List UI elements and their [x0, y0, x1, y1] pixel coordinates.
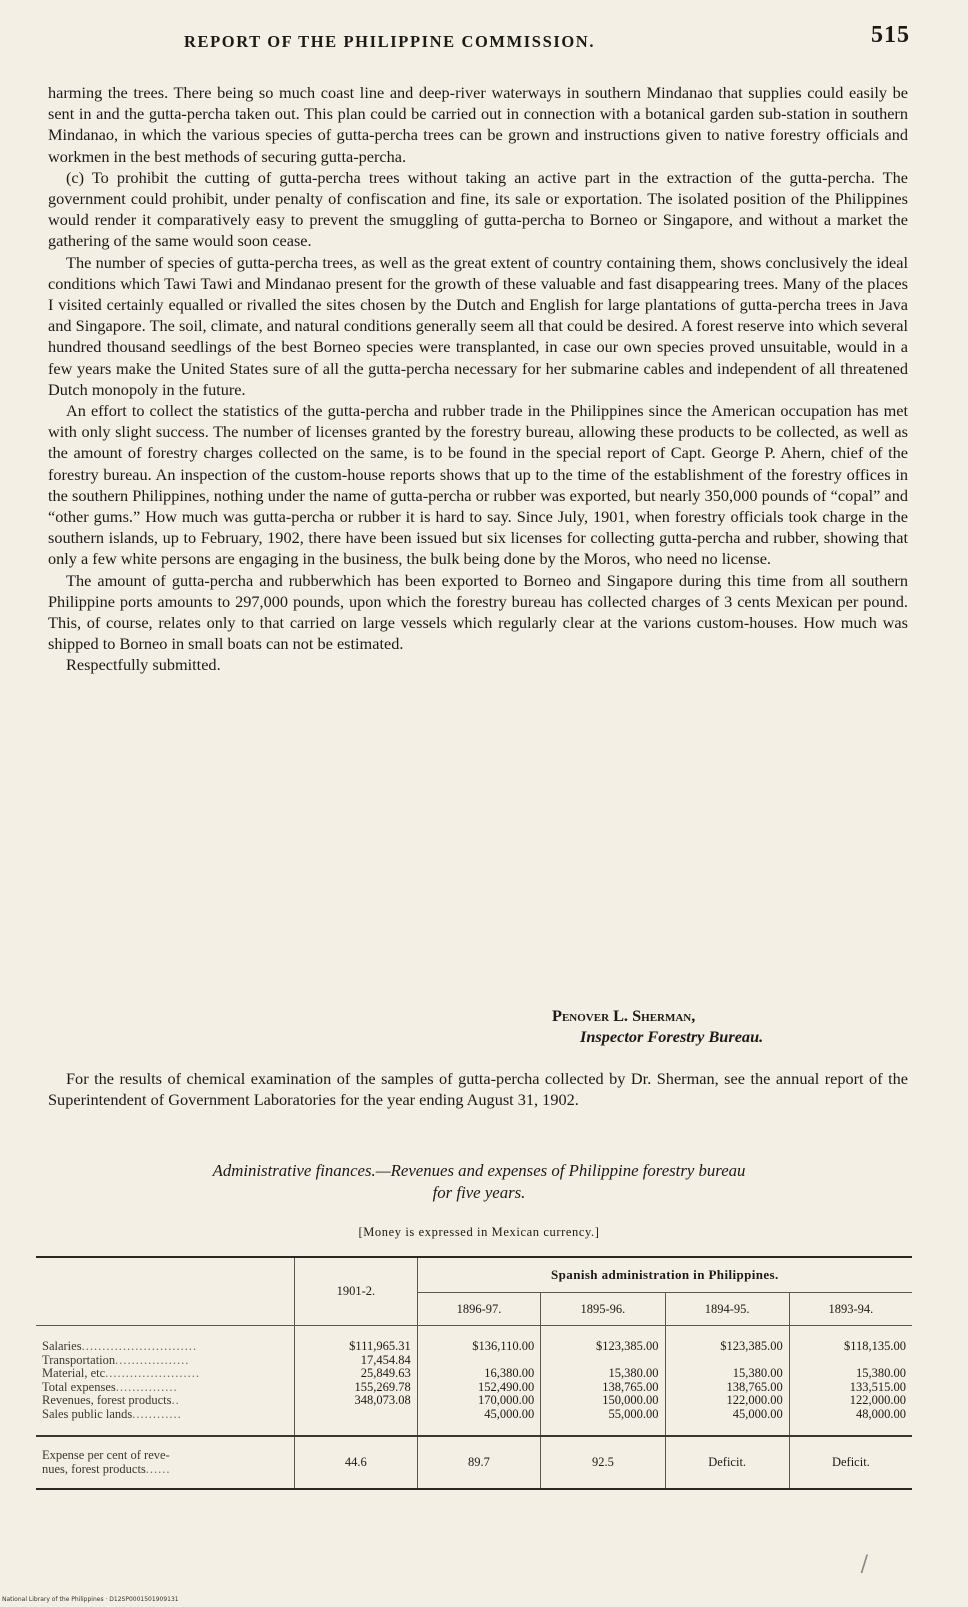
running-header [48, 22, 910, 56]
cell-value: $118,135.00 [843, 1339, 906, 1353]
running-title: REPORT OF THE PHILIPPINE COMMISSION. [184, 32, 596, 51]
spanish-admin-header: Spanish administration in Philippines. [417, 1257, 912, 1293]
cell-value: 55,000.00 [608, 1406, 659, 1421]
scan-footer: National Library of the Philippines · D12SP0001501909131 [2, 1596, 179, 1603]
pct-value: 92.5 [541, 1436, 665, 1489]
currency-note: [Money is expressed in Mexican currency.] [358, 1225, 600, 1239]
pct-value: 89.7 [417, 1436, 541, 1489]
row-labels [36, 1326, 295, 1437]
cell-value: $136,110.00 [472, 1339, 535, 1353]
signatory-title: Inspector Forestry Bureau. [580, 1027, 764, 1046]
col-header-1895: 1895-96. [541, 1293, 665, 1326]
pencil-mark-icon: / [860, 1552, 868, 1577]
pct-value: 44.6 [295, 1436, 418, 1489]
stub-header [36, 1257, 295, 1326]
row-label: Material, etc....................... [42, 1366, 201, 1380]
cell-value: 16,380.00 [484, 1366, 535, 1380]
col-1894-values [665, 1326, 789, 1437]
row-label: Sales public lands............ [42, 1406, 182, 1421]
pct-label-line: Expense per cent of reve- [42, 1448, 170, 1462]
cell-value: 138,765.00 [726, 1379, 783, 1394]
cell-value: $123,385.00 [720, 1339, 783, 1353]
paragraph: (c) To prohibit the cutting of gutta-percha trees without taking an active part in the extraction of the gutta-percha. The government could prohibit, under penalty of confiscation and fine, its sale or exportation. The isolated position of the Philippines would render it comparatively easy to prevent the smuggling of gutta-percha to Borneo or Singapore, and without a market the gathering of the same would soon cease. [48, 167, 908, 251]
pct-value: Deficit. [789, 1436, 912, 1489]
col-1895-values [541, 1326, 665, 1437]
row-label: Salaries............................ [42, 1339, 198, 1353]
col-1893-values [789, 1326, 912, 1437]
col-header-1901: 1901-2. [295, 1257, 418, 1326]
paragraph: The amount of gutta-percha and rubberwhich has been exported to Borneo and Singapore during this time from all southern Philippine ports amounts to 297,000 pounds, upon which the forestry bureau has collected charges of 3 cents Mexican per pound. This, of course, relates only to that carried on large vessels which regularly clear at the varions custom-houses. How much was shipped to Borneo in small boats can not be estimated. [48, 570, 908, 654]
cell-value: 15,380.00 [732, 1366, 783, 1380]
cell-value: 138,765.00 [602, 1379, 659, 1394]
signatory-name: Penover L. Sherman, [552, 1006, 696, 1025]
row-label: Transportation.................. [42, 1352, 190, 1367]
cell-value: 150,000.00 [602, 1393, 659, 1407]
paragraph: harming the trees. There being so much coast line and deep-river waterways in southern Mindanao that supplies could easily be sent in and the gutta-percha taken out. This plan could be carried out in connection with a botanical garden sub-station in southern Mindanao, in which the various species of gutta-percha trees can be grown and instructions given to native forestry officials and workmen in the best methods of securing gutta-percha. [48, 83, 908, 166]
laboratory-note: For the results of chemical examination of the samples of gutta-percha collected by Dr. Sherman, see the annual report of the Superintendent of Government Laboratories for the year ending August 31, 1902. [48, 1069, 908, 1109]
cell-value: 170,000.00 [478, 1393, 535, 1407]
caption-dash: — [375, 1161, 391, 1180]
cell-value: $123,385.00 [596, 1339, 659, 1353]
cell-value: 155,269.78 [354, 1379, 411, 1394]
cell-value: $111,965.31 [349, 1339, 411, 1353]
signature-block [552, 1005, 912, 1047]
cell-value: 15,380.00 [856, 1366, 906, 1380]
caption-line-2: for five years. [432, 1183, 526, 1202]
pct-value: Deficit. [665, 1436, 789, 1489]
row-label: Total expenses............... [42, 1379, 178, 1394]
cell-value: 45,000.00 [484, 1406, 535, 1421]
row-label: Revenues, forest products.. [42, 1393, 180, 1407]
paragraph: An effort to collect the statistics of the gutta-percha and rubber trade in the Philippines since the American occupation has met with only slight success. The number of licenses granted by the forestry bureau, allowing these products to be collected, as well as the amount of forestry charges collected on the same, is to be found in the special report of Capt. George P. Ahern, chief of the forestry bureau. An inspection of the custom-house reports shows that up to the time of the establishment of the forestry offices in the southern Philippines, nothing under the name of gutta-percha or rubber was exported, but nearly 350,000 pounds of “copal” and “other gums.” How much was gutta-percha or rubber it is hard to say. Since July, 1901, when forestry officials took charge in the southern islands, up to February, 1902, there have been issued but six licenses for collecting gutta-percha and rubber, showing that only a few white persons are engaging in the business, the bulk being done by the Moros, who need no license. [48, 401, 908, 569]
col-header-1894: 1894-95. [665, 1293, 789, 1326]
cell-value: 15,380.00 [608, 1366, 659, 1380]
cell-value: 348,073.08 [354, 1393, 411, 1407]
cell-value: 152,490.00 [478, 1379, 535, 1394]
col-header-1896: 1896-97. [417, 1293, 541, 1326]
cell-value: 122,000.00 [849, 1393, 906, 1407]
body-text [48, 82, 908, 676]
table-caption [48, 1160, 910, 1204]
cell-value: 48,000.00 [856, 1406, 906, 1421]
caption-lead: Administrative finances. [212, 1161, 376, 1180]
page-number: 515 [871, 22, 910, 48]
pct-row-label [36, 1436, 295, 1489]
cell-value: 133,515.00 [849, 1379, 906, 1394]
col-header-1893: 1893-94. [789, 1293, 912, 1326]
cell-value: 17,454.84 [360, 1352, 411, 1367]
pct-label-line: nues, forest products...... [42, 1461, 171, 1476]
col-1896-values [417, 1326, 541, 1437]
cell-value: 45,000.00 [732, 1406, 783, 1421]
cell-value: 122,000.00 [726, 1393, 783, 1407]
paragraph: The number of species of gutta-percha trees, as well as the great extent of country containing them, shows conclusively the ideal conditions which Tawi Tawi and Mindanao present for the growth of these valuable and fast disappearing trees. Many of the places I visited certainly equalled or rivalled the sites chosen by the Dutch and English for large plantations of gutta-percha trees in Java and Singapore. The soil, climate, and natural conditions generally seem all that could be desired. A forest reserve into which several hundred thousand seedlings of the best Borneo species were transplanted, in case our own species proved unsuitable, would in a few years make the United States sure of all the gutta-percha necessary for her submarine cables and independent of all threatened Dutch monopoly in the future. [48, 252, 908, 399]
col-1901-values [295, 1326, 418, 1437]
cell-value: 25,849.63 [360, 1366, 411, 1380]
caption-rest: Revenues and expenses of Philippine forestry bureau [390, 1161, 746, 1180]
finance-table [36, 1256, 912, 1490]
closing-line: Respectfully submitted. [66, 655, 221, 675]
